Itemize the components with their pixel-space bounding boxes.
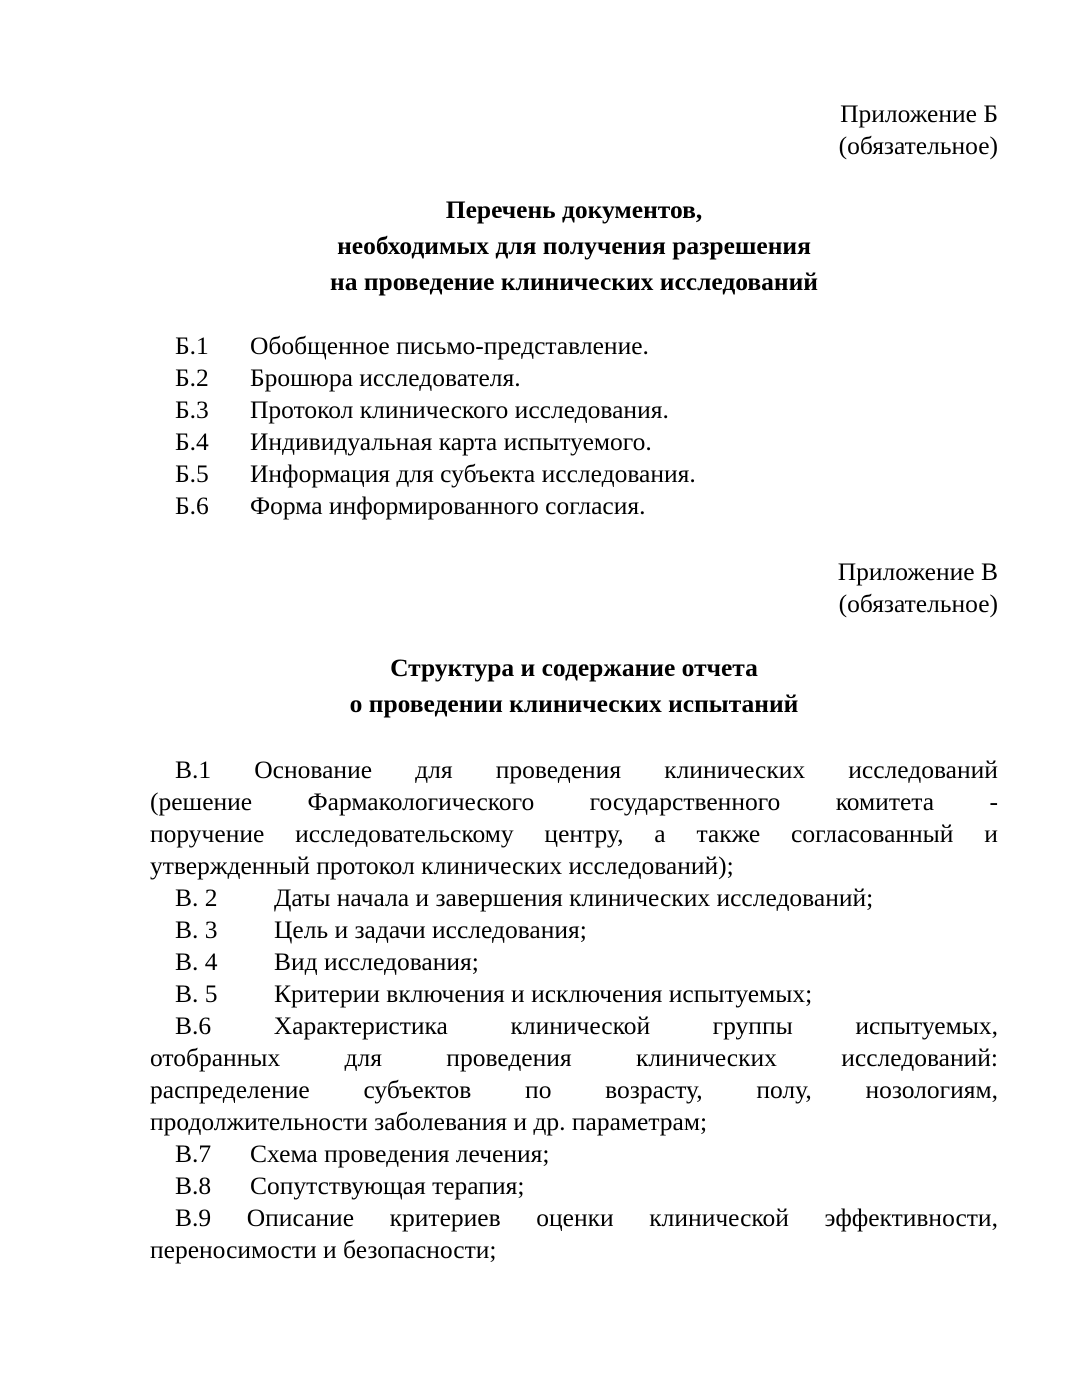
item-text: Даты начала и завершения клинических исследований; — [274, 883, 874, 912]
item-number: В.8 — [175, 1171, 212, 1200]
item-number: Б.5 — [175, 459, 209, 488]
document-page — [150, 98, 998, 1266]
item-word: оценки — [536, 1203, 614, 1232]
item-word: поручение — [150, 819, 265, 848]
list-item — [150, 754, 998, 882]
item-word: клинических — [664, 755, 806, 784]
item-number: Б.4 — [175, 427, 209, 456]
list-item — [150, 1138, 998, 1170]
item-text: Критерии включения и исключения испытуемых; — [274, 979, 813, 1008]
item-word: согласованный — [791, 819, 954, 848]
annex-v-title — [150, 650, 998, 722]
annex-v-label-title: Приложение В — [837, 557, 998, 586]
item-word: проведения — [446, 1043, 572, 1072]
item-word: клинической — [649, 1203, 789, 1232]
annex-b-label-status: (обязательное) — [838, 131, 998, 160]
item-first-line — [150, 754, 998, 786]
item-word: полу, — [756, 1075, 812, 1104]
item-word: по — [525, 1075, 552, 1104]
item-word: Основание — [254, 755, 373, 784]
annex-v-title-line: Структура и содержание отчета — [390, 653, 758, 682]
list-item — [150, 490, 998, 522]
item-word: исследовательскому — [295, 819, 514, 848]
item-first-line — [150, 1010, 998, 1042]
item-text-line: переносимости и безопасности; — [150, 1235, 497, 1264]
item-word: группы — [712, 1011, 793, 1040]
item-word: исследований: — [841, 1043, 998, 1072]
item-number: В.7 — [175, 1139, 212, 1168]
annex-b-title — [150, 192, 998, 300]
item-word: - — [989, 787, 998, 816]
item-word: для — [344, 1043, 382, 1072]
annex-b-label-title: Приложение Б — [840, 99, 998, 128]
annex-b-title-line: необходимых для получения разрешения — [337, 231, 811, 260]
item-number: Б.3 — [175, 395, 209, 424]
item-word: также — [696, 819, 761, 848]
item-text-line: продолжительности заболевания и др. параметрам; — [150, 1107, 708, 1136]
item-word: Характеристика — [273, 1011, 448, 1040]
item-word: и — [984, 819, 998, 848]
item-text-line — [150, 1042, 998, 1074]
annex-v-list — [150, 754, 998, 1266]
item-word: комитета — [835, 787, 935, 816]
list-item — [150, 1010, 998, 1138]
list-item — [150, 426, 998, 458]
list-item — [150, 946, 998, 978]
item-text: Протокол клинического исследования. — [250, 395, 669, 424]
item-text: Индивидуальная карта испытуемого. — [250, 427, 652, 456]
list-item — [150, 458, 998, 490]
item-word: государственного — [589, 787, 781, 816]
item-word: центру, — [544, 819, 624, 848]
item-number: В. 3 — [175, 915, 218, 944]
item-number: В. 5 — [175, 979, 218, 1008]
item-text-line — [150, 818, 998, 850]
list-item — [150, 1202, 998, 1266]
item-first-line — [150, 1202, 998, 1234]
list-item — [150, 330, 998, 362]
list-item — [150, 978, 998, 1010]
annex-v-title-line: о проведении клинических испытаний — [349, 689, 799, 718]
item-text: Форма информированного согласия. — [250, 491, 646, 520]
item-word: испытуемых, — [855, 1011, 998, 1040]
item-number: Б.1 — [175, 331, 209, 360]
item-word: клинической — [510, 1011, 651, 1040]
annex-b-label — [150, 98, 998, 162]
item-word: распределение — [150, 1075, 310, 1104]
annex-v-label-status: (обязательное) — [838, 589, 998, 618]
annex-b-list — [150, 330, 998, 522]
item-text-line: утвержденный протокол клинических исследований); — [150, 851, 734, 880]
item-text-line — [150, 786, 998, 818]
item-word: эффективности, — [824, 1203, 998, 1232]
item-word: а — [654, 819, 666, 848]
item-number: В.1 — [175, 755, 212, 784]
item-word: критериев — [389, 1203, 501, 1232]
item-word: исследований — [848, 755, 998, 784]
item-number: В.9 — [175, 1203, 212, 1232]
item-word: проведения — [495, 755, 622, 784]
item-number: Б.2 — [175, 363, 209, 392]
item-text: Цель и задачи исследования; — [274, 915, 587, 944]
item-text-line — [150, 1074, 998, 1106]
item-word: Описание — [246, 1203, 355, 1232]
item-number: Б.6 — [175, 491, 209, 520]
item-text: Обобщенное письмо-представление. — [250, 331, 649, 360]
item-text: Информация для субъекта исследования. — [250, 459, 696, 488]
item-word: субъектов — [363, 1075, 472, 1104]
item-number: В. 4 — [175, 947, 218, 976]
item-word: Фармакологического — [307, 787, 535, 816]
item-word: для — [415, 755, 453, 784]
item-word: отобранных — [150, 1043, 281, 1072]
list-item — [150, 394, 998, 426]
annex-b-title-line: на проведение клинических исследований — [330, 267, 818, 296]
item-text: Сопутствующая терапия; — [250, 1171, 525, 1200]
item-number: В. 2 — [175, 883, 218, 912]
item-text: Схема проведения лечения; — [250, 1139, 550, 1168]
list-item — [150, 914, 998, 946]
list-item — [150, 362, 998, 394]
item-word: нозологиям, — [865, 1075, 998, 1104]
annex-v-label — [150, 556, 998, 620]
list-item — [150, 1170, 998, 1202]
item-number: В.6 — [175, 1011, 212, 1040]
list-item — [150, 882, 998, 914]
item-word: возрасту, — [605, 1075, 703, 1104]
item-word: (решение — [150, 787, 253, 816]
item-text: Брошюра исследователя. — [250, 363, 521, 392]
annex-b-title-line: Перечень документов, — [445, 195, 703, 224]
item-text: Вид исследования; — [274, 947, 479, 976]
item-word: клинических — [635, 1043, 777, 1072]
